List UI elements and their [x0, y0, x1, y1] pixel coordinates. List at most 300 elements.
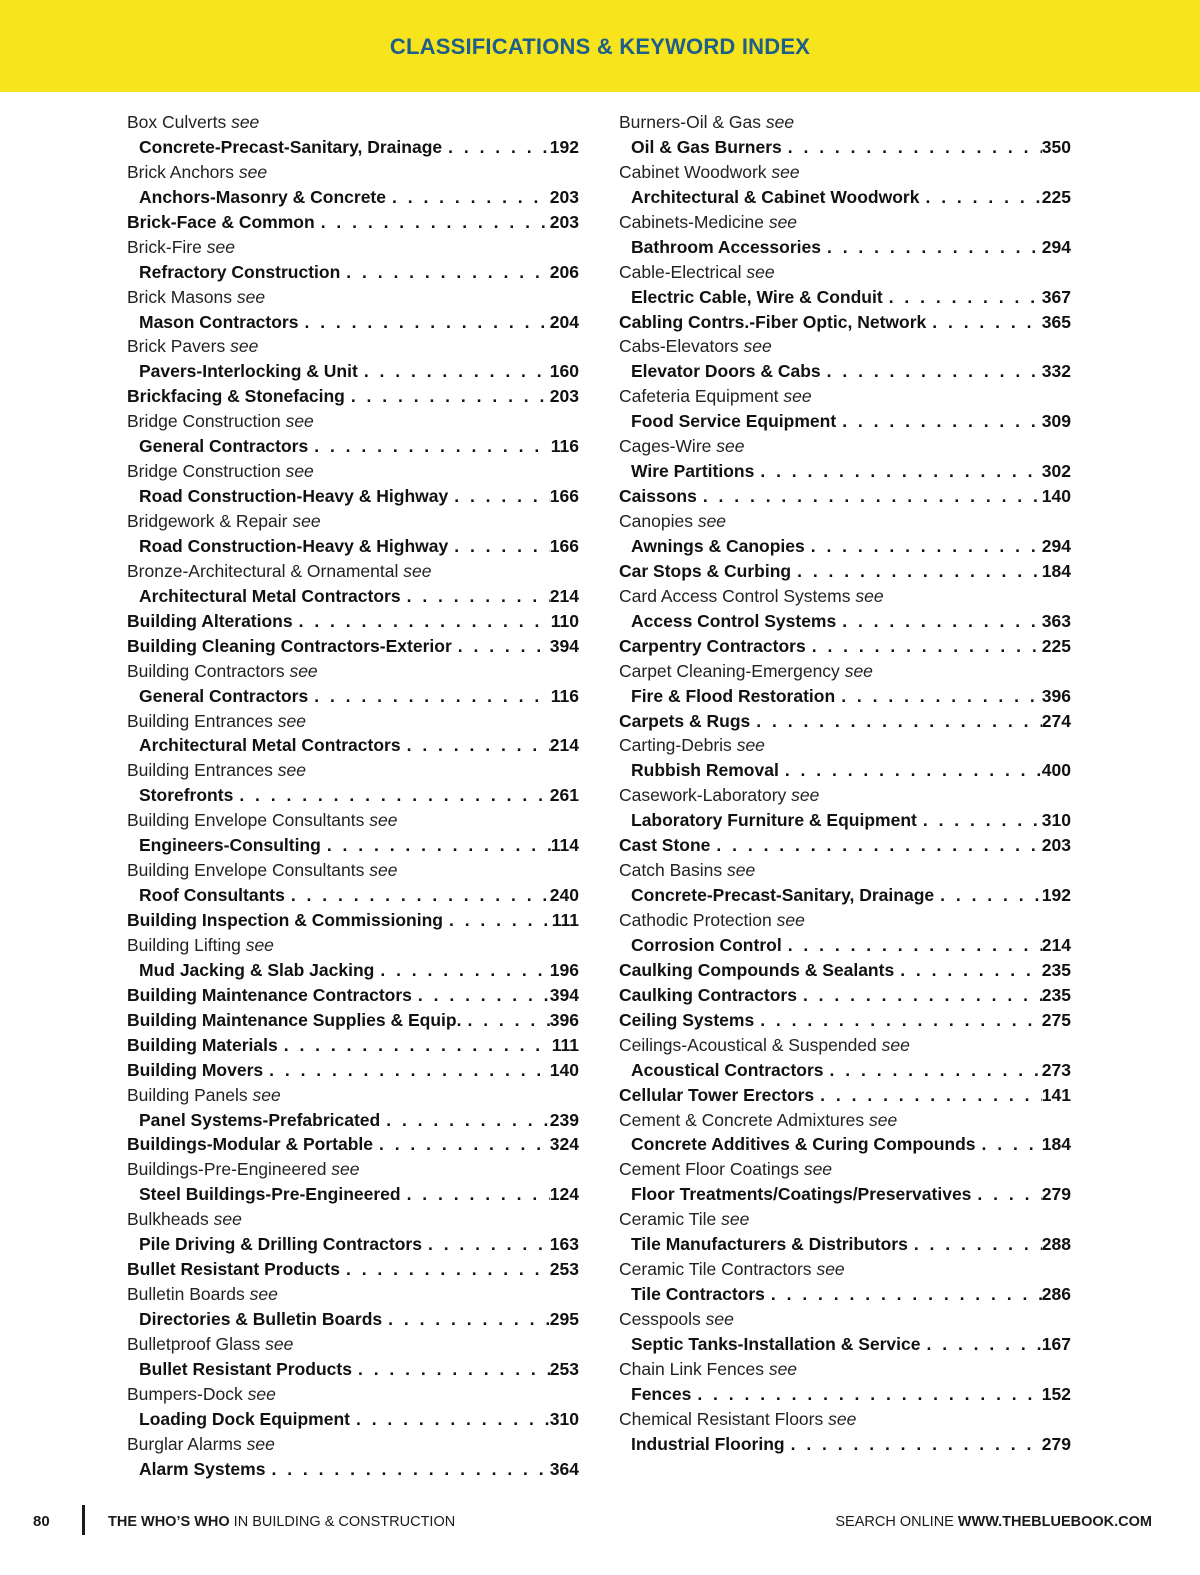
- index-entry[interactable]: [127, 783, 579, 808]
- index-entry[interactable]: [127, 1108, 579, 1133]
- index-entry[interactable]: [127, 484, 579, 509]
- index-entry[interactable]: [127, 210, 579, 235]
- entry-title: Oil & Gas Burners: [631, 136, 782, 157]
- page-ref: 214: [549, 735, 579, 756]
- publication-title-bold: THE WHO’S WHO: [108, 1514, 230, 1530]
- index-heading: [619, 384, 1071, 409]
- footer-divider: [82, 1505, 85, 1535]
- page-ref: 253: [549, 1358, 579, 1379]
- entry-title: Caulking Compounds & Sealants: [619, 959, 895, 980]
- see-reference: see: [231, 112, 260, 132]
- page-ref: 206: [549, 261, 579, 282]
- entry-title: Industrial Flooring: [631, 1433, 785, 1454]
- index-heading: [127, 709, 579, 734]
- page-ref: 116: [550, 685, 579, 706]
- index-column-right: [619, 110, 1071, 1457]
- index-entry[interactable]: [127, 958, 579, 983]
- index-heading: [127, 559, 579, 584]
- see-reference: see: [369, 810, 398, 831]
- dot-leader: [914, 1232, 1042, 1257]
- index-entry[interactable]: [127, 135, 579, 160]
- entry-title: Building Materials: [127, 1034, 278, 1055]
- index-heading: [619, 659, 1071, 684]
- publication-title-rest: IN BUILDING & CONSTRUCTION: [229, 1514, 456, 1530]
- index-entry[interactable]: [127, 1058, 579, 1083]
- index-entry[interactable]: [619, 808, 1071, 833]
- entry-title: Engineers-Consulting: [139, 835, 321, 856]
- index-heading: [619, 908, 1071, 933]
- page-ref: 396: [549, 1009, 579, 1030]
- index-entry[interactable]: [619, 310, 1071, 335]
- see-reference: see: [247, 1383, 276, 1404]
- see-reference: see: [206, 236, 235, 257]
- index-entry[interactable]: [127, 384, 579, 409]
- index-entry[interactable]: [619, 983, 1071, 1008]
- entry-title: Elevator Doors & Cabs: [631, 361, 821, 382]
- index-entry[interactable]: [127, 584, 579, 609]
- page-ref: 274: [1041, 710, 1071, 731]
- heading-text: Brick Pavers: [127, 336, 226, 357]
- website-link[interactable]: WWW.THEBLUEBOOK.COM: [957, 1514, 1152, 1530]
- see-reference: see: [844, 660, 873, 681]
- index-entry[interactable]: [619, 1008, 1071, 1033]
- see-reference: see: [236, 286, 266, 307]
- heading-text: Cafeteria Equipment: [619, 386, 779, 407]
- entry-title: Laboratory Furniture & Equipment: [631, 810, 917, 831]
- index-entry[interactable]: [127, 534, 579, 559]
- index-entry[interactable]: [127, 733, 579, 758]
- see-reference: see: [285, 411, 314, 432]
- heading-text: Burners-Oil & Gas: [619, 112, 761, 132]
- index-entry[interactable]: [619, 1432, 1071, 1457]
- entry-title: Food Service Equipment: [631, 411, 837, 432]
- entry-title: Cabling Contrs.-Fiber Optic, Network: [619, 311, 927, 332]
- index-entry[interactable]: [619, 1282, 1071, 1307]
- index-heading: [619, 1307, 1071, 1332]
- index-entry[interactable]: [127, 434, 579, 459]
- index-heading: [127, 110, 579, 135]
- page-ref: 140: [549, 1059, 579, 1080]
- dot-leader: [239, 783, 549, 808]
- see-reference: see: [881, 1034, 910, 1055]
- index-heading: [619, 160, 1071, 185]
- heading-text: Building Envelope Consultants: [127, 810, 365, 831]
- see-reference: see: [726, 860, 756, 881]
- index-entry[interactable]: [127, 1307, 579, 1332]
- see-reference: see: [816, 1259, 845, 1280]
- entry-title: Roof Consultants: [139, 885, 285, 906]
- dot-leader: [812, 634, 1042, 659]
- heading-text: Brick Masons: [127, 286, 233, 307]
- heading-text: Canopies: [619, 511, 693, 531]
- page-ref: 324: [549, 1134, 579, 1155]
- dot-leader: [291, 883, 550, 908]
- entry-title: Brick-Face & Common: [127, 211, 315, 232]
- dot-leader: [386, 1108, 550, 1133]
- index-heading: [619, 1357, 1071, 1382]
- index-heading: [619, 1407, 1071, 1432]
- page-ref: 184: [1041, 1134, 1071, 1155]
- entry-title: Corrosion Control: [631, 934, 782, 955]
- heading-text: Cathodic Protection: [619, 910, 772, 930]
- page-ref: 214: [1041, 934, 1071, 955]
- page-ref: 295: [549, 1309, 579, 1329]
- index-entry[interactable]: [619, 1182, 1071, 1207]
- page-ref: 261: [549, 785, 579, 806]
- index-heading: [127, 1083, 579, 1108]
- page-ref: 203: [549, 186, 579, 207]
- index-heading: [127, 509, 579, 534]
- entry-title: Mud Jacking & Slab Jacking: [139, 959, 375, 980]
- see-reference: see: [249, 1284, 278, 1305]
- page-ref: 152: [1041, 1383, 1071, 1404]
- entry-title: Architectural & Cabinet Woodwork: [631, 186, 920, 207]
- dot-leader: [785, 758, 1042, 783]
- page-ref: 203: [549, 386, 579, 407]
- dot-leader: [977, 1182, 1041, 1207]
- dot-leader: [407, 733, 550, 758]
- index-entry[interactable]: [127, 908, 579, 933]
- index-heading: [127, 235, 579, 260]
- heading-text: Brick Anchors: [127, 161, 234, 182]
- page-number: 80: [33, 1513, 50, 1530]
- see-reference: see: [776, 910, 805, 930]
- see-reference: see: [705, 1309, 734, 1329]
- index-heading: [127, 758, 579, 783]
- entry-title: General Contractors: [139, 685, 309, 706]
- entry-title: Building Movers: [127, 1059, 264, 1080]
- index-heading: [127, 1432, 579, 1457]
- heading-text: Cement Floor Coatings: [619, 1159, 799, 1180]
- heading-text: Bulkheads: [127, 1209, 209, 1230]
- heading-text: Bronze-Architectural & Ornamental: [127, 560, 399, 581]
- see-reference: see: [803, 1159, 833, 1180]
- entry-title: Bullet Resistant Products: [127, 1259, 340, 1280]
- page-ref: 394: [549, 984, 579, 1005]
- see-reference: see: [277, 760, 307, 781]
- page-ref: 235: [1041, 984, 1071, 1005]
- heading-text: Card Access Control Systems: [619, 585, 851, 606]
- dot-leader: [407, 1182, 550, 1207]
- dot-leader: [923, 808, 1042, 833]
- heading-text: Cabs-Elevators: [619, 336, 739, 357]
- heading-text: Cement & Concrete Admixtures: [619, 1109, 865, 1130]
- see-reference: see: [238, 161, 268, 182]
- heading-text: Ceramic Tile: [619, 1209, 717, 1230]
- entry-title: Rubbish Removal: [631, 760, 779, 781]
- page-ref: 288: [1041, 1234, 1071, 1255]
- index-entry[interactable]: [619, 684, 1071, 709]
- entry-title: Panel Systems-Prefabricated: [139, 1109, 381, 1130]
- see-reference: see: [245, 934, 274, 955]
- page-ref: 310: [549, 1408, 579, 1429]
- index-entry[interactable]: [127, 1457, 579, 1482]
- page-ref: 350: [1041, 136, 1071, 157]
- index-heading: [619, 1207, 1071, 1232]
- entry-title: Building Cleaning Contractors-Exterior: [127, 635, 452, 656]
- heading-text: Building Envelope Consultants: [127, 860, 365, 881]
- page-ref: 225: [1041, 186, 1071, 207]
- index-entry[interactable]: [127, 1232, 579, 1257]
- see-reference: see: [868, 1109, 898, 1130]
- see-reference: see: [716, 436, 745, 457]
- page-ref: 394: [549, 635, 579, 656]
- page-ref: 111: [551, 1034, 579, 1055]
- see-reference: see: [292, 511, 321, 531]
- index-heading: [619, 334, 1071, 359]
- page-ref: 203: [1041, 835, 1071, 856]
- dot-leader: [358, 1357, 550, 1382]
- index-entry[interactable]: [127, 1132, 579, 1157]
- index-entry[interactable]: [127, 1182, 579, 1207]
- heading-text: Carting-Debris: [619, 735, 732, 756]
- dot-leader: [889, 285, 1042, 310]
- heading-text: Carpet Cleaning-Emergency: [619, 660, 840, 681]
- index-entry[interactable]: [127, 883, 579, 908]
- index-entry[interactable]: [619, 235, 1071, 260]
- dot-leader: [830, 1058, 1042, 1083]
- page-ref: 111: [551, 910, 579, 930]
- dot-leader: [811, 534, 1042, 559]
- dot-leader: [351, 384, 550, 409]
- index-entry[interactable]: [619, 459, 1071, 484]
- entry-title: Tile Contractors: [631, 1284, 765, 1305]
- index-entry[interactable]: [619, 758, 1071, 783]
- page-ref: 396: [1041, 685, 1071, 706]
- heading-text: Brick-Fire: [127, 236, 202, 257]
- see-reference: see: [736, 735, 765, 756]
- dot-leader: [716, 833, 1041, 858]
- see-reference: see: [855, 585, 884, 606]
- index-heading: [127, 1382, 579, 1407]
- entry-title: Building Alterations: [127, 610, 293, 631]
- entry-title: Brickfacing & Stonefacing: [127, 386, 345, 407]
- heading-text: Cabinet Woodwork: [619, 161, 767, 182]
- entry-title: Alarm Systems: [139, 1458, 266, 1479]
- see-reference: see: [768, 1358, 798, 1379]
- see-reference: see: [697, 511, 727, 531]
- dot-leader: [407, 584, 550, 609]
- page-ref: 204: [549, 311, 579, 332]
- dot-leader: [356, 1407, 550, 1432]
- index-heading: [127, 1282, 579, 1307]
- publication-title: [108, 1514, 455, 1530]
- dot-leader: [271, 1457, 549, 1482]
- index-entry[interactable]: [619, 933, 1071, 958]
- index-entry[interactable]: [127, 983, 579, 1008]
- index-entry[interactable]: [619, 1083, 1071, 1108]
- search-label: SEARCH ONLINE: [835, 1514, 958, 1530]
- page-ref: 160: [549, 361, 579, 382]
- dot-leader: [449, 908, 552, 933]
- dot-leader: [314, 684, 551, 709]
- index-entry[interactable]: [127, 1357, 579, 1382]
- index-entry[interactable]: [127, 1008, 579, 1033]
- page-ref: 140: [1041, 486, 1071, 507]
- dot-leader: [388, 1307, 550, 1332]
- entry-title: Road Construction-Heavy & Highway: [139, 486, 449, 507]
- index-entry[interactable]: [619, 883, 1071, 908]
- page-ref: 302: [1041, 461, 1071, 482]
- entry-title: Bullet Resistant Products: [139, 1358, 352, 1379]
- page-ref: 279: [1041, 1433, 1071, 1454]
- entry-title: Building Inspection & Commissioning: [127, 910, 443, 930]
- index-entry[interactable]: [127, 634, 579, 659]
- dot-leader: [932, 310, 1042, 335]
- heading-text: Building Panels: [127, 1084, 248, 1105]
- index-entry[interactable]: [619, 609, 1071, 634]
- index-entry[interactable]: [619, 1382, 1071, 1407]
- heading-text: Ceilings-Acoustical & Suspended: [619, 1034, 877, 1055]
- dot-leader: [842, 409, 1042, 434]
- index-entry[interactable]: [619, 484, 1071, 509]
- index-entry[interactable]: [127, 359, 579, 384]
- index-entry[interactable]: [127, 1033, 579, 1058]
- index-entry[interactable]: [619, 1132, 1071, 1157]
- index-entry[interactable]: [619, 559, 1071, 584]
- dot-leader: [703, 484, 1042, 509]
- index-entry[interactable]: [619, 359, 1071, 384]
- index-entry[interactable]: [619, 285, 1071, 310]
- page-ref: 253: [549, 1259, 579, 1280]
- entry-title: Directories & Bulletin Boards: [139, 1309, 383, 1329]
- entry-title: Bathroom Accessories: [631, 236, 821, 257]
- entry-title: Carpentry Contractors: [619, 635, 806, 656]
- index-entry[interactable]: [127, 1257, 579, 1282]
- heading-text: Bulletproof Glass: [127, 1333, 261, 1354]
- see-reference: see: [403, 560, 432, 581]
- dot-leader: [841, 684, 1042, 709]
- entry-title: Refractory Construction: [139, 261, 341, 282]
- index-entry[interactable]: [619, 534, 1071, 559]
- index-heading: [127, 1332, 579, 1357]
- dot-leader: [418, 983, 550, 1008]
- page-ref: 166: [549, 486, 579, 507]
- search-online: [835, 1514, 1152, 1530]
- heading-text: Box Culverts: [127, 112, 227, 132]
- entry-title: Mason Contractors: [139, 311, 299, 332]
- page-ref: 365: [1041, 311, 1071, 332]
- index-heading: [619, 434, 1071, 459]
- heading-text: Chemical Resistant Floors: [619, 1408, 824, 1429]
- heading-text: Bridgework & Repair: [127, 511, 288, 531]
- entry-title: Cellular Tower Erectors: [619, 1084, 815, 1105]
- page-ref: 214: [549, 585, 579, 606]
- heading-text: Burglar Alarms: [127, 1433, 242, 1454]
- index-entry[interactable]: [619, 1058, 1071, 1083]
- index-heading: [127, 858, 579, 883]
- index-heading: [619, 260, 1071, 285]
- entry-title: Tile Manufacturers & Distributors: [631, 1234, 908, 1255]
- page-ref: 367: [1041, 286, 1071, 307]
- index-entry[interactable]: [127, 185, 579, 210]
- page-ref: 184: [1041, 560, 1071, 581]
- entry-title: Steel Buildings-Pre-Engineered: [139, 1184, 401, 1205]
- see-reference: see: [828, 1408, 857, 1429]
- heading-text: Chain Link Fences: [619, 1358, 764, 1379]
- page-ref: 192: [549, 136, 579, 157]
- index-entry[interactable]: [619, 634, 1071, 659]
- dot-leader: [379, 1132, 550, 1157]
- heading-text: Buildings-Pre-Engineered: [127, 1159, 327, 1180]
- dot-leader: [771, 1282, 1042, 1307]
- page-ref: 141: [1041, 1084, 1071, 1105]
- see-reference: see: [771, 161, 800, 182]
- index-entry[interactable]: [127, 609, 579, 634]
- index-entry[interactable]: [619, 833, 1071, 858]
- header-banner: [0, 0, 1200, 92]
- index-entry[interactable]: [619, 409, 1071, 434]
- page-ref: 240: [549, 885, 579, 906]
- see-reference: see: [721, 1209, 750, 1230]
- entry-title: Architectural Metal Contractors: [139, 585, 401, 606]
- dot-leader: [697, 1382, 1041, 1407]
- see-reference: see: [765, 112, 795, 132]
- index-entry[interactable]: [619, 185, 1071, 210]
- index-entry[interactable]: [127, 684, 579, 709]
- entry-title: Pile Driving & Drilling Contractors: [139, 1234, 422, 1255]
- entry-title: Car Stops & Curbing: [619, 560, 792, 581]
- index-entry[interactable]: [619, 709, 1071, 734]
- dot-leader: [448, 135, 550, 160]
- page-ref: 116: [550, 436, 579, 457]
- index-heading: [619, 1033, 1071, 1058]
- entry-title: Buildings-Modular & Portable: [127, 1134, 373, 1155]
- index-entry[interactable]: [127, 260, 579, 285]
- see-reference: see: [277, 710, 307, 731]
- page-ref: 363: [1041, 610, 1071, 631]
- page-ref: 332: [1041, 361, 1071, 382]
- index-entry[interactable]: [619, 1232, 1071, 1257]
- index-entry[interactable]: [619, 958, 1071, 983]
- index-entry[interactable]: [619, 135, 1071, 160]
- page-ref: 192: [1041, 885, 1071, 906]
- index-entry[interactable]: [127, 1407, 579, 1432]
- heading-text: Cesspools: [619, 1309, 701, 1329]
- dot-leader: [797, 559, 1042, 584]
- index-heading: [127, 933, 579, 958]
- entry-title: Concrete Additives & Curing Compounds: [631, 1134, 976, 1155]
- dot-leader: [321, 210, 550, 235]
- dot-leader: [380, 958, 549, 983]
- entry-title: Loading Dock Equipment: [139, 1408, 350, 1429]
- dot-leader: [827, 359, 1042, 384]
- page-ref: 167: [1041, 1333, 1071, 1354]
- dot-leader: [454, 484, 550, 509]
- page-footer: [0, 1505, 1200, 1539]
- index-heading: [619, 858, 1071, 883]
- dot-leader: [820, 1083, 1042, 1108]
- entry-title: Pavers-Interlocking & Unit: [139, 361, 358, 382]
- index-heading: [619, 783, 1071, 808]
- index-entry[interactable]: [127, 310, 579, 335]
- see-reference: see: [252, 1084, 281, 1105]
- dot-leader: [927, 1332, 1042, 1357]
- dot-leader: [982, 1132, 1042, 1157]
- page-ref: 114: [550, 835, 579, 856]
- index-entry[interactable]: [127, 833, 579, 858]
- entry-title: Caissons: [619, 486, 697, 507]
- dot-leader: [467, 1008, 549, 1033]
- entry-title: Road Construction-Heavy & Highway: [139, 535, 449, 556]
- heading-text: Bridge Construction: [127, 461, 281, 482]
- index-entry[interactable]: [619, 1332, 1071, 1357]
- see-reference: see: [289, 660, 318, 681]
- heading-text: Building Contractors: [127, 660, 285, 681]
- heading-text: Bulletin Boards: [127, 1284, 245, 1305]
- page-ref: 294: [1041, 535, 1071, 556]
- entry-title: Septic Tanks-Installation & Service: [631, 1333, 921, 1354]
